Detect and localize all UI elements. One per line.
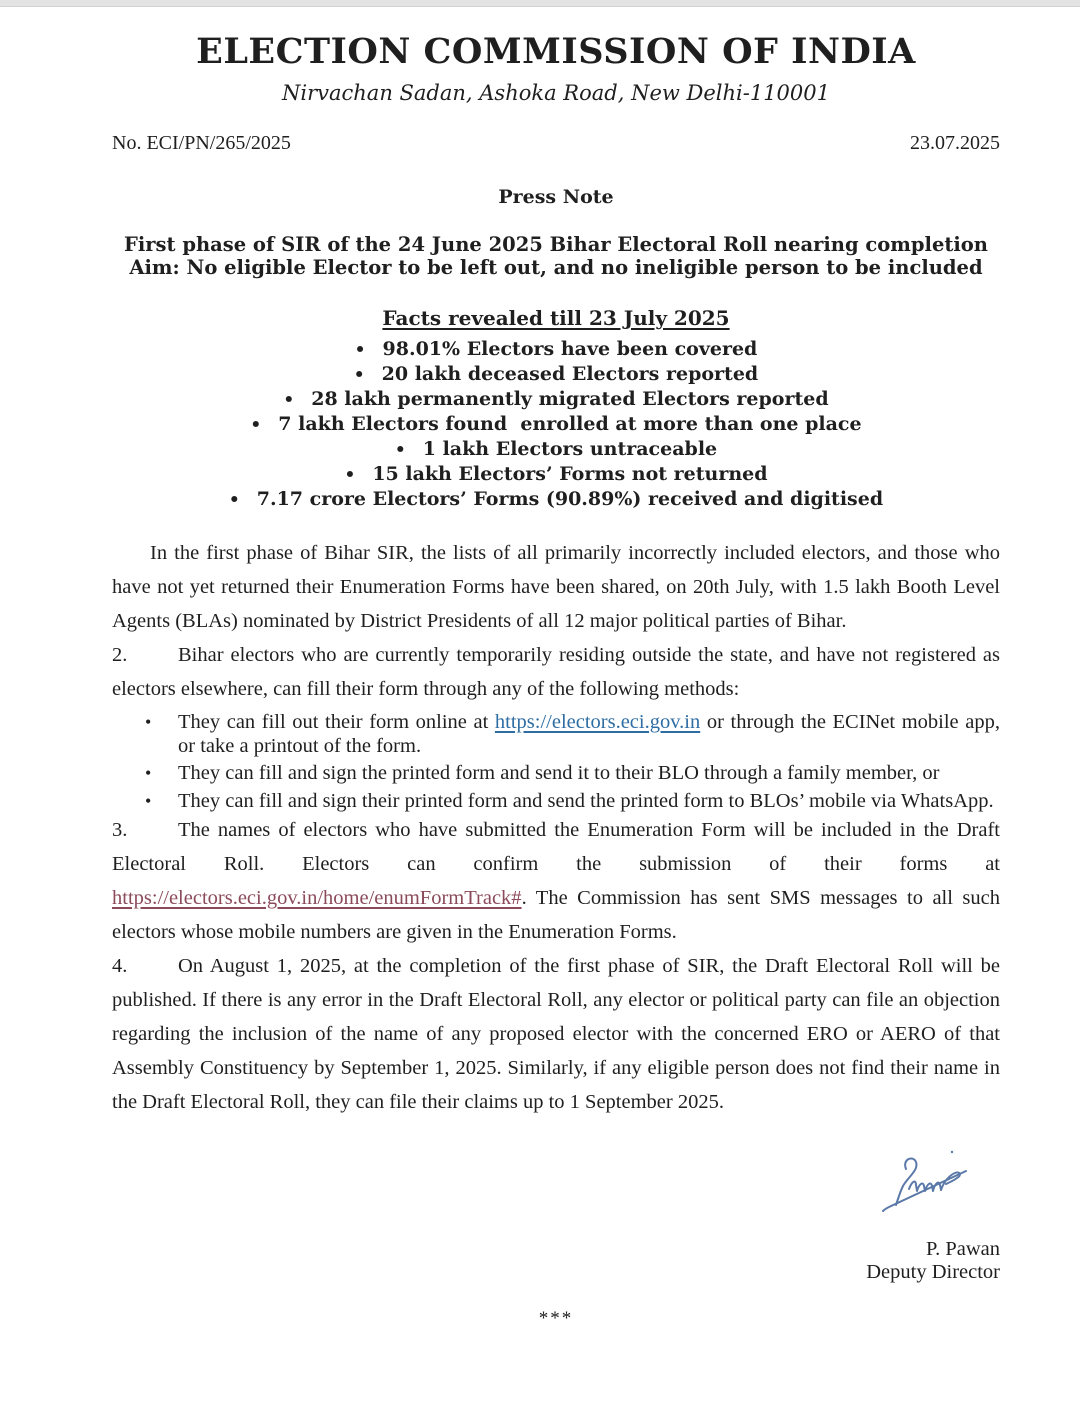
facts-item: • 98.01% Electors have been covered bbox=[354, 338, 758, 360]
subject-line-2: Aim: No eligible Elector to be left out, and no ineligible person to be included bbox=[129, 256, 983, 279]
document-date: 23.07.2025 bbox=[910, 132, 1000, 154]
facts-item: • 7.17 crore Electors’ Forms (90.89%) received and digitised bbox=[228, 488, 884, 510]
bullet-icon: • bbox=[354, 340, 366, 360]
facts-list bbox=[112, 337, 1000, 512]
reference-number: No. ECI/PN/265/2025 bbox=[112, 132, 291, 154]
paragraph-number: 2. bbox=[112, 644, 128, 666]
bullet-icon: • bbox=[283, 390, 295, 410]
end-of-document-mark: *** bbox=[538, 1308, 574, 1329]
facts-title: Facts revealed till 23 July 2025 bbox=[382, 306, 730, 330]
signatory-name: P. Pawan bbox=[925, 1238, 1000, 1260]
electors-portal-link[interactable]: https://electors.eci.gov.in bbox=[494, 711, 701, 733]
bullet-icon: • bbox=[228, 490, 240, 510]
paragraph-1: In the first phase of Bihar SIR, the lists of all primarily incorrectly included electors, and those who have not yet returned their Enumeration Forms have been shared, on 20th July, with 1.5 lakh Booth Level Agents (BLAs) nominated by District Presidents of all 12 major political parties of Bihar. bbox=[112, 542, 1000, 632]
organization-title: ELECTION COMMISSION OF INDIA bbox=[196, 31, 916, 72]
signature-image bbox=[876, 1149, 986, 1215]
reference-row bbox=[112, 132, 1000, 155]
document-type-heading: Press Note bbox=[498, 186, 614, 208]
paragraph-number: 3. bbox=[112, 819, 128, 841]
facts-item: • 28 lakh permanently migrated Electors reported bbox=[283, 388, 829, 410]
paragraph-3: 3. The names of electors who have submitted the Enumeration Form will be included in the Draft Electoral Roll. Electors can confirm the submission of their forms at https://electors.eci.gov.in/home/enumFormTrack#. The Commission has sent SMS messages to all such electors whose mobile numbers are given in the Enumeration Forms. bbox=[112, 813, 1000, 949]
facts-item: • 20 lakh deceased Electors reported bbox=[353, 363, 759, 385]
subject-heading bbox=[112, 233, 1000, 279]
method-item-blo: • They can fill and sign the printed form and send it to their BLO through a family member, or bbox=[178, 762, 1000, 786]
press-note-document bbox=[0, 7, 1080, 1350]
enum-form-track-link[interactable]: https://electors.eci.gov.in/home/enumFormTrack# bbox=[112, 887, 522, 909]
paragraph-number: 4. bbox=[112, 955, 128, 977]
bullet-icon: • bbox=[250, 415, 262, 435]
page-top-edge bbox=[0, 0, 1080, 7]
signatory-title: Deputy Director bbox=[866, 1261, 1000, 1283]
method-item-online: • They can fill out their form online at https://electors.eci.gov.in or through the ECINet mobile app, or take a printout of the form. bbox=[178, 711, 1000, 758]
methods-list bbox=[112, 711, 1000, 813]
method-item-whatsapp: • They can fill and sign their printed form and send the printed form to BLOs’ mobile via WhatsApp. bbox=[178, 790, 1000, 814]
facts-item: • 1 lakh Electors untraceable bbox=[394, 438, 718, 460]
facts-item: • 15 lakh Electors’ Forms not returned bbox=[344, 463, 768, 485]
bullet-icon: • bbox=[353, 365, 365, 385]
facts-item: • 7 lakh Electors found enrolled at more than one place bbox=[250, 413, 862, 435]
bullet-icon: • bbox=[394, 440, 406, 460]
subject-line-1: First phase of SIR of the 24 June 2025 Bihar Electoral Roll nearing completion bbox=[124, 233, 988, 256]
bullet-icon: • bbox=[344, 465, 356, 485]
paragraph-2: 2. Bihar electors who are currently temporarily residing outside the state, and have not registered as electors elsewhere, can fill their form through any of the following methods: bbox=[112, 638, 1000, 706]
signature-block bbox=[112, 1149, 1000, 1284]
paragraph-4: 4. On August 1, 2025, at the completion of the first phase of SIR, the Draft Electoral Roll will be published. If there is any error in the Draft Electoral Roll, any elector or political party can file an objection regarding the inclusion of the name of any proposed elector with the concerned ERO or AERO of that Assembly Constituency by September 1, 2025. Similarly, if any eligible person does not find their name in the Draft Electoral Roll, they can file their claims up to 1 September 2025. bbox=[112, 949, 1000, 1119]
organization-address: Nirvachan Sadan, Ashoka Road, New Delhi-110001 bbox=[282, 81, 830, 105]
